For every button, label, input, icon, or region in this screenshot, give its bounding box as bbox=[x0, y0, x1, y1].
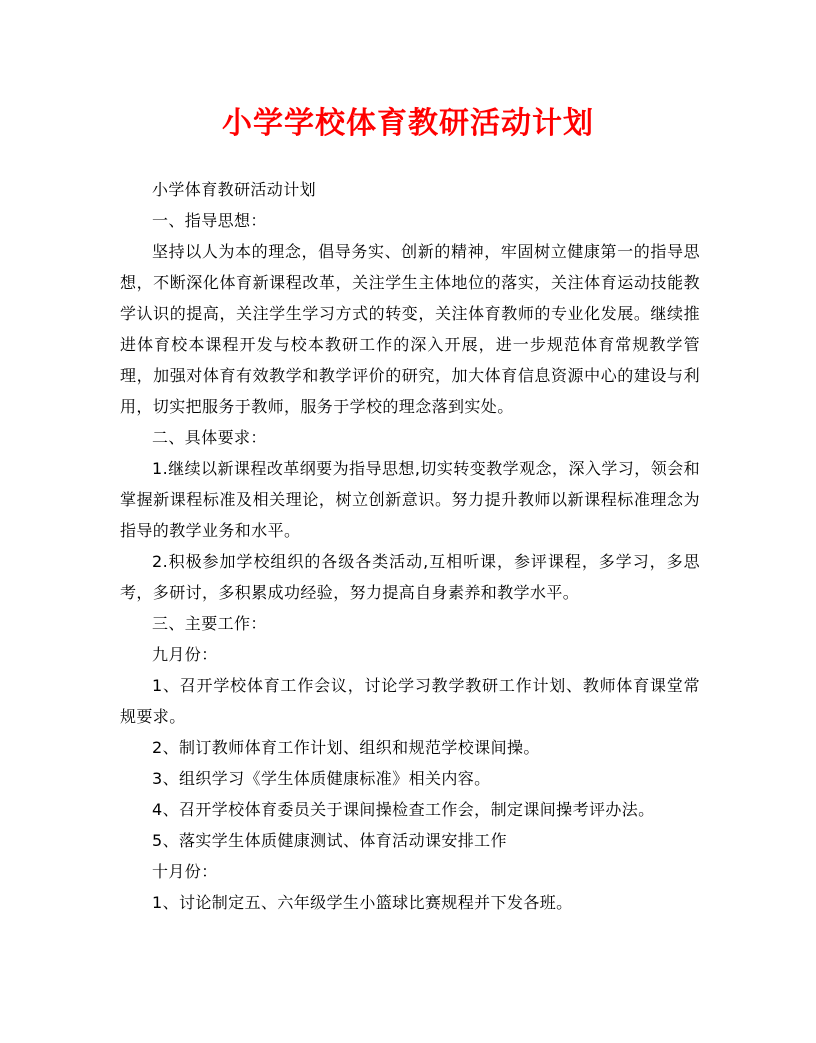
month-heading: 九月份： bbox=[152, 645, 218, 664]
section-heading: 二、具体要求： bbox=[152, 428, 267, 447]
list-item: 5、落实学生体质健康测试、体育活动课安排工作 bbox=[152, 831, 507, 850]
document-body bbox=[120, 174, 700, 918]
section-heading: 一、指导思想： bbox=[152, 211, 267, 230]
body-paragraph: 小学体育教研活动计划 bbox=[152, 180, 317, 199]
list-item: 4、召开学校体育委员关于课间操检查工作会，制定课间操考评办法。 bbox=[152, 800, 655, 819]
list-item: 2、制订教师体育工作计划、组织和规范学校课间操。 bbox=[152, 738, 540, 757]
body-paragraph: 2.积极参加学校组织的各级各类活动,互相听课，参评课程，多学习，多思考，多研讨，多积累成功经验，努力提高自身素养和教学水平。 bbox=[120, 552, 700, 602]
body-paragraph: 坚持以人为本的理念，倡导务实、创新的精神，牢固树立健康第一的指导思想，不断深化体育新课程改革，关注学生主体地位的落实，关注体育运动技能教学认识的提高，关注学生学习方式的转变，关注体育教师的专业化发展。继续推进体育校本课程开发与校本教研工作的深入开展，进一步规范体育常规教学管理，加强对体育有效教学和教学评价的研究，加大体育信息资源中心的建设与利用，切实把服务于教师，服务于学校的理念落到实处。 bbox=[120, 242, 700, 416]
month-heading: 十月份： bbox=[152, 862, 218, 881]
list-item: 1、讨论制定五、六年级学生小篮球比赛规程并下发各班。 bbox=[152, 893, 573, 912]
body-paragraph: 1.继续以新课程改革纲要为指导思想,切实转变教学观念，深入学习，领会和掌握新课程标准及相关理论，树立创新意识。努力提升教师以新课程标准理念为指导的教学业务和水平。 bbox=[120, 459, 700, 540]
list-item: 1、召开学校体育工作会议，讨论学习教学教研工作计划、教师体育课堂常规要求。 bbox=[120, 676, 700, 726]
list-item: 3、组织学习《学生体质健康标准》相关内容。 bbox=[152, 769, 491, 788]
document-title: 小学学校体育教研活动计划 bbox=[222, 106, 594, 141]
section-heading: 三、主要工作： bbox=[152, 614, 267, 633]
